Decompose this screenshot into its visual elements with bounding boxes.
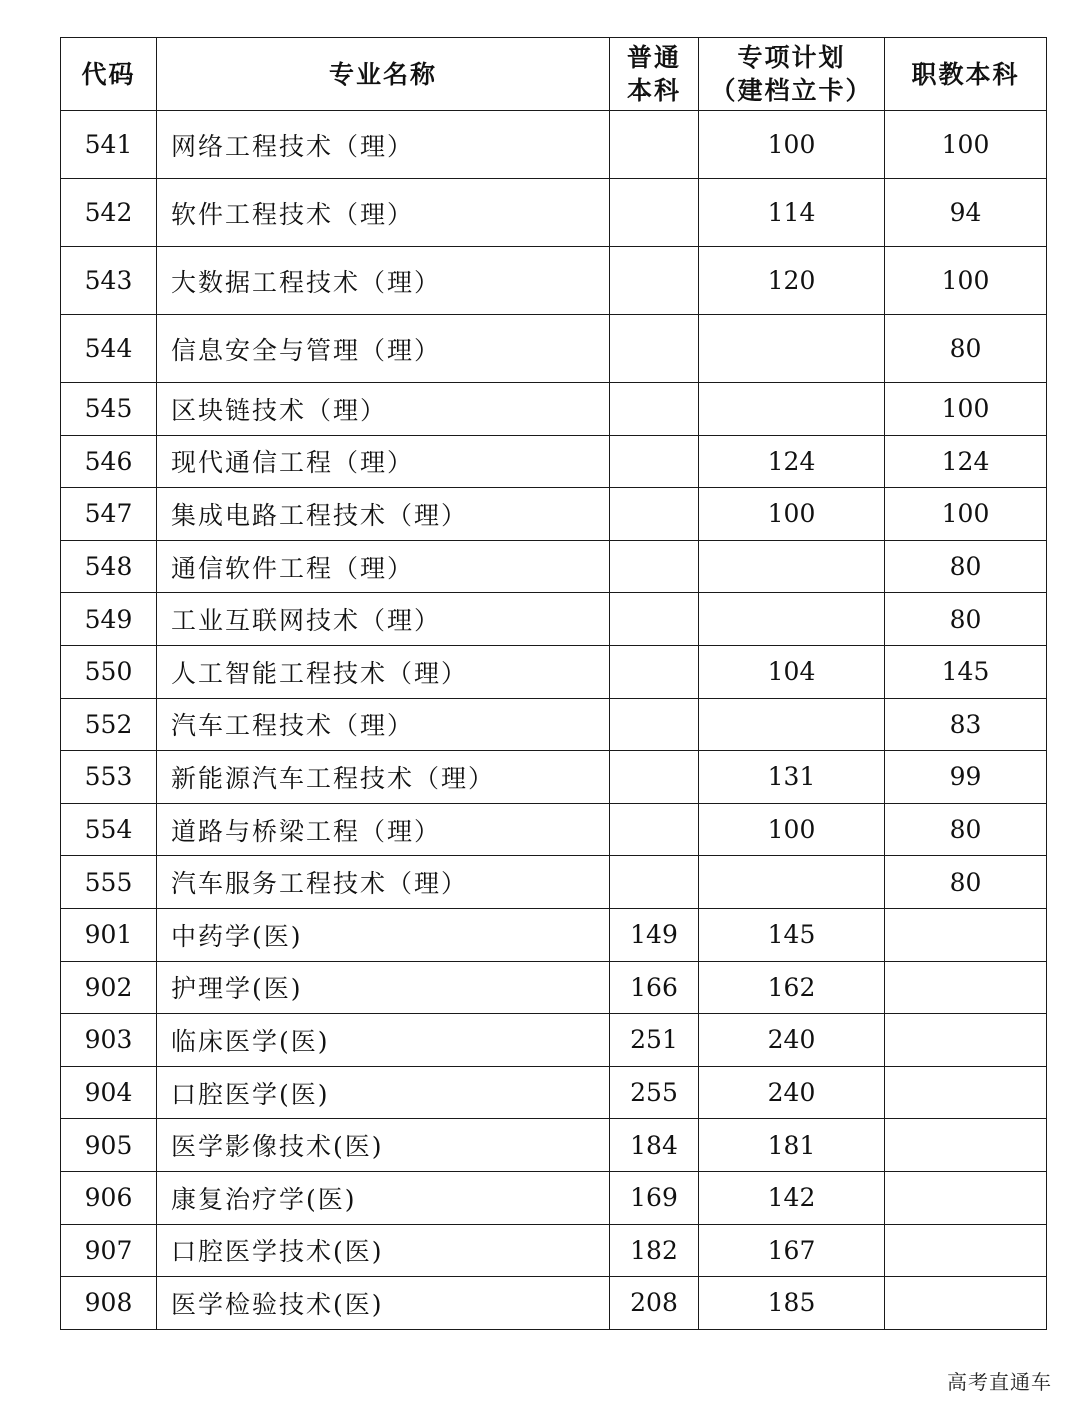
cell-code: 907 bbox=[61, 1224, 157, 1277]
cell-regular bbox=[610, 540, 699, 593]
cell-special: 181 bbox=[699, 1119, 885, 1172]
table-row bbox=[61, 908, 1047, 961]
cell-code: 904 bbox=[61, 1066, 157, 1119]
cell-name: 网络工程技术（理） bbox=[157, 111, 610, 179]
cell-vocational: 100 bbox=[885, 247, 1047, 315]
cell-code: 544 bbox=[61, 315, 157, 383]
cell-special: 240 bbox=[699, 1014, 885, 1067]
table-row bbox=[61, 593, 1047, 646]
cell-special: 185 bbox=[699, 1277, 885, 1330]
header-vocational: 职教本科 bbox=[885, 38, 1047, 111]
cell-regular bbox=[610, 247, 699, 315]
cell-vocational bbox=[885, 1014, 1047, 1067]
cell-special bbox=[699, 698, 885, 751]
cell-regular bbox=[610, 803, 699, 856]
cell-vocational bbox=[885, 1224, 1047, 1277]
cell-name: 医学检验技术(医) bbox=[157, 1277, 610, 1330]
cell-name: 人工智能工程技术（理） bbox=[157, 645, 610, 698]
header-special-line1: 专项计划 bbox=[737, 43, 846, 72]
cell-regular: 208 bbox=[610, 1277, 699, 1330]
table-row bbox=[61, 540, 1047, 593]
cell-vocational: 80 bbox=[885, 315, 1047, 383]
cell-special: 240 bbox=[699, 1066, 885, 1119]
cell-vocational bbox=[885, 1066, 1047, 1119]
cell-regular: 255 bbox=[610, 1066, 699, 1119]
cell-regular bbox=[610, 698, 699, 751]
header-regular-line2: 本科 bbox=[626, 76, 681, 105]
cell-special: 162 bbox=[699, 961, 885, 1014]
table-row bbox=[61, 751, 1047, 804]
cell-vocational: 80 bbox=[885, 803, 1047, 856]
cell-special: 145 bbox=[699, 908, 885, 961]
cell-special: 167 bbox=[699, 1224, 885, 1277]
cell-vocational bbox=[885, 908, 1047, 961]
table-row bbox=[61, 247, 1047, 315]
cell-code: 902 bbox=[61, 961, 157, 1014]
table-body bbox=[61, 111, 1047, 1330]
cell-special: 100 bbox=[699, 488, 885, 541]
cell-special: 120 bbox=[699, 247, 885, 315]
table-row bbox=[61, 803, 1047, 856]
cell-code: 553 bbox=[61, 751, 157, 804]
table-row bbox=[61, 1014, 1047, 1067]
cell-vocational: 80 bbox=[885, 856, 1047, 909]
cell-code: 550 bbox=[61, 645, 157, 698]
cell-name: 通信软件工程（理） bbox=[157, 540, 610, 593]
cell-code: 542 bbox=[61, 179, 157, 247]
table-row bbox=[61, 435, 1047, 488]
cell-code: 905 bbox=[61, 1119, 157, 1172]
table-row bbox=[61, 179, 1047, 247]
cell-special: 124 bbox=[699, 435, 885, 488]
header-regular-line1: 普通 bbox=[626, 43, 681, 72]
cell-name: 汽车工程技术（理） bbox=[157, 698, 610, 751]
cell-name: 软件工程技术（理） bbox=[157, 179, 610, 247]
cell-regular bbox=[610, 488, 699, 541]
cell-code: 906 bbox=[61, 1171, 157, 1224]
cell-regular: 166 bbox=[610, 961, 699, 1014]
cell-special bbox=[699, 856, 885, 909]
cell-special: 142 bbox=[699, 1171, 885, 1224]
cell-regular bbox=[610, 383, 699, 436]
cell-vocational: 80 bbox=[885, 593, 1047, 646]
cell-regular bbox=[610, 751, 699, 804]
cell-regular bbox=[610, 856, 699, 909]
cell-name: 医学影像技术(医) bbox=[157, 1119, 610, 1172]
cell-special: 100 bbox=[699, 111, 885, 179]
cell-code: 555 bbox=[61, 856, 157, 909]
watermark-text: 高考直通车 bbox=[947, 1370, 1052, 1394]
cell-name: 汽车服务工程技术（理） bbox=[157, 856, 610, 909]
cell-name: 护理学(医) bbox=[157, 961, 610, 1014]
cell-code: 903 bbox=[61, 1014, 157, 1067]
table-row bbox=[61, 1171, 1047, 1224]
cell-name: 集成电路工程技术（理） bbox=[157, 488, 610, 541]
cell-vocational bbox=[885, 1277, 1047, 1330]
cell-regular bbox=[610, 111, 699, 179]
cell-name: 道路与桥梁工程（理） bbox=[157, 803, 610, 856]
cell-code: 548 bbox=[61, 540, 157, 593]
header-code: 代码 bbox=[61, 38, 157, 111]
table-row bbox=[61, 1119, 1047, 1172]
cell-regular: 169 bbox=[610, 1171, 699, 1224]
cell-name: 区块链技术（理） bbox=[157, 383, 610, 436]
table-row bbox=[61, 383, 1047, 436]
cell-name: 中药学(医) bbox=[157, 908, 610, 961]
header-name: 专业名称 bbox=[157, 38, 610, 111]
cell-regular bbox=[610, 645, 699, 698]
cell-name: 现代通信工程（理） bbox=[157, 435, 610, 488]
cell-vocational bbox=[885, 961, 1047, 1014]
cell-code: 908 bbox=[61, 1277, 157, 1330]
cell-special: 131 bbox=[699, 751, 885, 804]
cell-vocational: 94 bbox=[885, 179, 1047, 247]
cell-vocational: 124 bbox=[885, 435, 1047, 488]
cell-vocational: 100 bbox=[885, 111, 1047, 179]
cell-vocational: 80 bbox=[885, 540, 1047, 593]
cell-name: 信息安全与管理（理） bbox=[157, 315, 610, 383]
cell-vocational: 100 bbox=[885, 383, 1047, 436]
table-row bbox=[61, 1277, 1047, 1330]
cell-vocational bbox=[885, 1171, 1047, 1224]
cell-vocational: 99 bbox=[885, 751, 1047, 804]
cell-name: 大数据工程技术（理） bbox=[157, 247, 610, 315]
cell-name: 口腔医学技术(医) bbox=[157, 1224, 610, 1277]
table-row bbox=[61, 111, 1047, 179]
cell-code: 546 bbox=[61, 435, 157, 488]
cell-vocational: 100 bbox=[885, 488, 1047, 541]
cell-code: 547 bbox=[61, 488, 157, 541]
cell-code: 543 bbox=[61, 247, 157, 315]
cell-vocational bbox=[885, 1119, 1047, 1172]
cell-special bbox=[699, 593, 885, 646]
cell-name: 口腔医学(医) bbox=[157, 1066, 610, 1119]
cell-special: 104 bbox=[699, 645, 885, 698]
table-row bbox=[61, 961, 1047, 1014]
cell-regular bbox=[610, 593, 699, 646]
table-row bbox=[61, 315, 1047, 383]
cell-regular: 251 bbox=[610, 1014, 699, 1067]
table-row bbox=[61, 856, 1047, 909]
cell-special: 114 bbox=[699, 179, 885, 247]
cell-name: 工业互联网技术（理） bbox=[157, 593, 610, 646]
score-table bbox=[60, 37, 1047, 1330]
cell-vocational: 83 bbox=[885, 698, 1047, 751]
cell-regular bbox=[610, 179, 699, 247]
cell-code: 901 bbox=[61, 908, 157, 961]
header-special bbox=[699, 38, 885, 111]
cell-name: 康复治疗学(医) bbox=[157, 1171, 610, 1224]
cell-special bbox=[699, 315, 885, 383]
cell-code: 549 bbox=[61, 593, 157, 646]
cell-regular: 182 bbox=[610, 1224, 699, 1277]
cell-code: 554 bbox=[61, 803, 157, 856]
table-row bbox=[61, 1224, 1047, 1277]
cell-vocational: 145 bbox=[885, 645, 1047, 698]
cell-name: 新能源汽车工程技术（理） bbox=[157, 751, 610, 804]
header-regular bbox=[610, 38, 699, 111]
cell-regular: 184 bbox=[610, 1119, 699, 1172]
cell-special bbox=[699, 540, 885, 593]
header-special-line2: （建档立卡） bbox=[710, 76, 873, 105]
cell-regular: 149 bbox=[610, 908, 699, 961]
cell-code: 552 bbox=[61, 698, 157, 751]
table-row bbox=[61, 645, 1047, 698]
cell-name: 临床医学(医) bbox=[157, 1014, 610, 1067]
table-row bbox=[61, 1066, 1047, 1119]
cell-regular bbox=[610, 315, 699, 383]
cell-special bbox=[699, 383, 885, 436]
table-header-row bbox=[61, 38, 1047, 111]
cell-special: 100 bbox=[699, 803, 885, 856]
cell-code: 541 bbox=[61, 111, 157, 179]
table-row bbox=[61, 488, 1047, 541]
cell-code: 545 bbox=[61, 383, 157, 436]
table-row bbox=[61, 698, 1047, 751]
cell-regular bbox=[610, 435, 699, 488]
